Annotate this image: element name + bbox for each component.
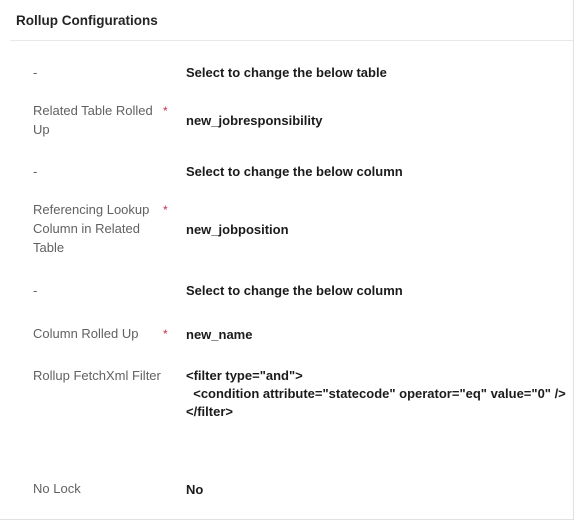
panel-header bbox=[10, 0, 573, 41]
field-label: - bbox=[33, 283, 38, 298]
referencing-lookup-value[interactable]: new_jobposition bbox=[186, 222, 289, 237]
field-label: Rollup FetchXml Filter bbox=[33, 368, 161, 383]
field-label: Referencing Lookup Column in Related Table bbox=[33, 202, 150, 255]
required-indicator: * bbox=[163, 203, 168, 217]
fetchxml-filter-value[interactable]: <filter type="and"> <condition attribute="statecode" operator="eq" value="0" /> </filter> bbox=[186, 368, 566, 419]
field-label: Related Table Rolled Up bbox=[33, 103, 153, 137]
related-table-value[interactable]: new_jobresponsibility bbox=[186, 113, 323, 128]
field-label: - bbox=[33, 164, 38, 179]
select-table-link[interactable]: Select to change the below table bbox=[186, 65, 387, 80]
required-indicator: * bbox=[163, 327, 168, 341]
field-label: - bbox=[33, 65, 38, 80]
field-label: Column Rolled Up bbox=[33, 326, 139, 341]
no-lock-value[interactable]: No bbox=[186, 482, 204, 497]
panel-title: Rollup Configurations bbox=[16, 13, 158, 28]
field-label: No Lock bbox=[33, 481, 81, 496]
select-column-link[interactable]: Select to change the below column bbox=[186, 283, 403, 298]
select-column-link[interactable]: Select to change the below column bbox=[186, 164, 403, 179]
column-rolled-up-value[interactable]: new_name bbox=[186, 327, 253, 342]
required-indicator: * bbox=[163, 104, 168, 118]
